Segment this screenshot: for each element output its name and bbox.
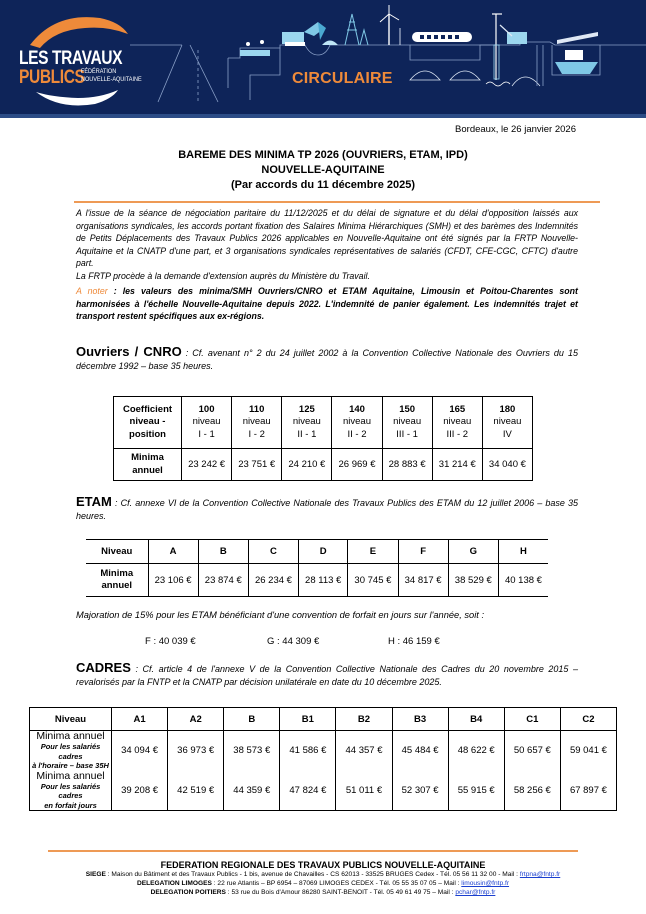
cadres-value: 47 824 €	[280, 771, 336, 811]
ouvriers-value: 26 969 €	[332, 449, 382, 481]
cadres-value: 42 519 €	[168, 771, 224, 811]
majoration-h: H : 46 159 €	[388, 636, 440, 647]
cadres-col-header: B	[224, 708, 280, 731]
cadres-value: 59 041 €	[560, 731, 616, 771]
cadres-row-forfait	[30, 771, 617, 811]
etam-value: 40 138 €	[498, 564, 548, 597]
minima-row-label: Minima annuel	[86, 564, 148, 597]
coefficient-header: Coefficient niveau - position	[114, 397, 182, 449]
etam-value: 26 234 €	[248, 564, 298, 597]
footer-title: FEDERATION REGIONALE DES TRAVAUX PUBLICS NOUVELLE-AQUITAINE	[160, 860, 486, 870]
cadres-value: 67 897 €	[560, 771, 616, 811]
ouvriers-value: 24 210 €	[282, 449, 332, 481]
logo-text-les-travaux: LES TRAVAUX	[19, 48, 123, 69]
ouvriers-value: 28 883 €	[382, 449, 432, 481]
cadres-value: 39 208 €	[112, 771, 168, 811]
niveau-header: Niveau	[86, 540, 148, 564]
document-title: BAREME DES MINIMA TP 2026 (OUVRIERS, ETAM, IPD) NOUVELLE-AQUITAINE (Par accords du 11 décembre 2025)	[178, 149, 468, 191]
ouvriers-value: 23 751 €	[232, 449, 282, 481]
cadres-value: 44 359 €	[224, 771, 280, 811]
cadres-col-header: B2	[336, 708, 392, 731]
circulaire-label: CIRCULAIRE	[292, 70, 393, 87]
cadres-section-heading: CADRES : Cf. article 4 de l'annexe V de la Convention Collective Nationale des Cadres du 20 novembre 2015 – revalorisés par la FNTP et la CNATP par décision unilatérale en date du 10 décembre 2025.	[76, 660, 578, 687]
cadres-value: 55 915 €	[448, 771, 504, 811]
title-divider	[74, 201, 600, 203]
cadres-col-header: A2	[168, 708, 224, 731]
note-paragraph: A noter : les valeurs des minima/SMH Ouvriers/CNRO et ETAM Aquitaine, Limousin et Poitou-Charentes sont harmonisées à l'échelle Nouvelle-Aquitaine depuis 2022. L'indemnité de panier également. Les indemnités trajet et transport restent spécifiques aux ex-régions.	[76, 286, 578, 322]
poitiers-email-link[interactable]: pchar@fntp.fr	[455, 889, 496, 896]
logo-white-arc	[36, 90, 118, 106]
cadres-col-header: B4	[448, 708, 504, 731]
etam-value: 30 745 €	[348, 564, 398, 597]
etam-value: 34 817 €	[398, 564, 448, 597]
ouvriers-value: 23 242 €	[182, 449, 232, 481]
cadres-col-header: A1	[112, 708, 168, 731]
note-label: A noter	[76, 286, 108, 296]
cadres-row-horaire	[30, 731, 617, 771]
ouvriers-col-header: 165 niveau III - 2	[432, 397, 482, 449]
footer-siege: SIEGE : Maison du Bâtiment et des Travaux Publics - 1 bis, avenue de Chavailles - CS 62013 - 33525 BRUGES Cedex - Tél. 05 56 11 32 00 - Mail : frtpna@fntp.fr	[85, 871, 561, 878]
cadres-col-header: C2	[560, 708, 616, 731]
cadres-row-label: Minima annuel Pour les salariés cadres en forfait jours	[30, 771, 112, 811]
etam-minima-row	[86, 564, 548, 597]
ouvriers-value: 34 040 €	[482, 449, 532, 481]
etam-col-header: E	[348, 540, 398, 564]
etam-col-header: D	[299, 540, 348, 564]
limoges-email-link[interactable]: limousin@fntp.fr	[461, 880, 510, 887]
header-banner	[0, 0, 646, 117]
ouvriers-col-header: 110 niveau I - 2	[232, 397, 282, 449]
ouvriers-value: 31 214 €	[432, 449, 482, 481]
cadres-value: 52 307 €	[392, 771, 448, 811]
cadres-value: 45 484 €	[392, 731, 448, 771]
etam-value: 28 113 €	[299, 564, 348, 597]
etam-value: 23 874 €	[198, 564, 248, 597]
footer-limoges: DELEGATION LIMOGES : 22 rue Atlantis – BP 6954 – 87069 LIMOGES CEDEX - Tél. 05 55 35 07 05 – Mail : limousin@fntp.fr	[136, 880, 510, 887]
ouvriers-col-header: 180 niveau IV	[482, 397, 532, 449]
logo-orange-arc	[30, 17, 128, 48]
cadres-value: 51 011 €	[336, 771, 392, 811]
cadres-value: 50 657 €	[504, 731, 560, 771]
ouvriers-section-heading: Ouvriers / CNRO : Cf. avenant n° 2 du 24 juillet 2002 à la Convention Collective Nationale des Ouvriers du 15 décembre 1992 – base 35 heures.	[76, 344, 578, 371]
cadres-value: 38 573 €	[224, 731, 280, 771]
majoration-text: Majoration de 15% pour les ETAM bénéficiant d'une convention de forfait en jours sur l'année, soit :	[76, 610, 485, 620]
cadres-header-row	[30, 708, 617, 731]
etam-header-row	[86, 540, 548, 564]
etam-table	[86, 539, 548, 597]
ouvriers-col-header: 125 niveau II - 1	[282, 397, 332, 449]
etam-col-header: A	[148, 540, 198, 564]
cadres-value: 48 622 €	[448, 731, 504, 771]
siege-email-link[interactable]: frtpna@fntp.fr	[519, 871, 561, 878]
etam-col-header: C	[248, 540, 298, 564]
footer-divider	[48, 850, 578, 852]
ouvriers-table	[113, 396, 533, 481]
ouvriers-minima-row	[114, 449, 533, 481]
footer-poitiers: DELEGATION POITIERS : 53 rue du Bois d'Amour 86280 SAINT-BENOIT - Tél. 05 49 61 49 75 – Mail : pchar@fntp.fr	[150, 889, 496, 896]
etam-value: 38 529 €	[448, 564, 498, 597]
niveau-header: Niveau	[30, 708, 112, 731]
etam-value: 23 106 €	[148, 564, 198, 597]
etam-col-header: F	[398, 540, 448, 564]
ouvriers-col-header: 150 niveau III - 1	[382, 397, 432, 449]
cadres-col-header: C1	[504, 708, 560, 731]
cadres-value: 36 973 €	[168, 731, 224, 771]
logo-subtitle: FÉDÉRATION NOUVELLE-AQUITAINE	[81, 68, 142, 83]
ouvriers-col-header: 140 niveau II - 2	[332, 397, 382, 449]
logo-text-publics: PUBLICS	[19, 67, 85, 88]
cadres-row-label: Minima annuel Pour les salariés cadres à l'horaire – base 35H	[30, 731, 112, 771]
cadres-col-header: B1	[280, 708, 336, 731]
banner-bottom-stripe	[0, 114, 646, 118]
etam-col-header: H	[498, 540, 548, 564]
cadres-value: 34 094 €	[112, 731, 168, 771]
cadres-table	[29, 707, 617, 811]
etam-section-heading: ETAM : Cf. annexe VI de la Convention Collective Nationale des Travaux Publics des ETAM du 12 juillet 2006 – base 35 heures.	[76, 494, 578, 521]
cadres-value: 44 357 €	[336, 731, 392, 771]
etam-col-header: B	[198, 540, 248, 564]
cadres-value: 58 256 €	[504, 771, 560, 811]
majoration-g: G : 44 309 €	[267, 636, 320, 647]
majoration-f: F : 40 039 €	[145, 636, 196, 647]
document-date: Bordeaux, le 26 janvier 2026	[455, 124, 576, 135]
minima-row-label: Minima annuel	[114, 449, 182, 481]
ouvriers-col-header: 100 niveau I - 1	[182, 397, 232, 449]
intro-paragraph: A l'issue de la séance de négociation paritaire du 11/12/2025 et du délai de signature et du délai d'opposition laissés aux organisations syndicales, les accords portant fixation des Salaires Minima Hiérarchiques (SMH) et des barèmes des Indemnités de Petits Déplacements des Travaux Publics 2026 applicables en Nouvelle-Aquitaine ont été signés par la FRTP Nouvelle-Aquitaine et la CNATP d'une part, et 3 organisations syndicales représentatives de salariés (CFDT, CFE-CGC, CFTC) d'autre part. La FRTP procède à la demande d'extension auprès du Ministère du Travail.	[76, 208, 578, 281]
ouvriers-header-row	[114, 397, 533, 449]
cadres-col-header: B3	[392, 708, 448, 731]
etam-col-header: G	[448, 540, 498, 564]
cadres-value: 41 586 €	[280, 731, 336, 771]
